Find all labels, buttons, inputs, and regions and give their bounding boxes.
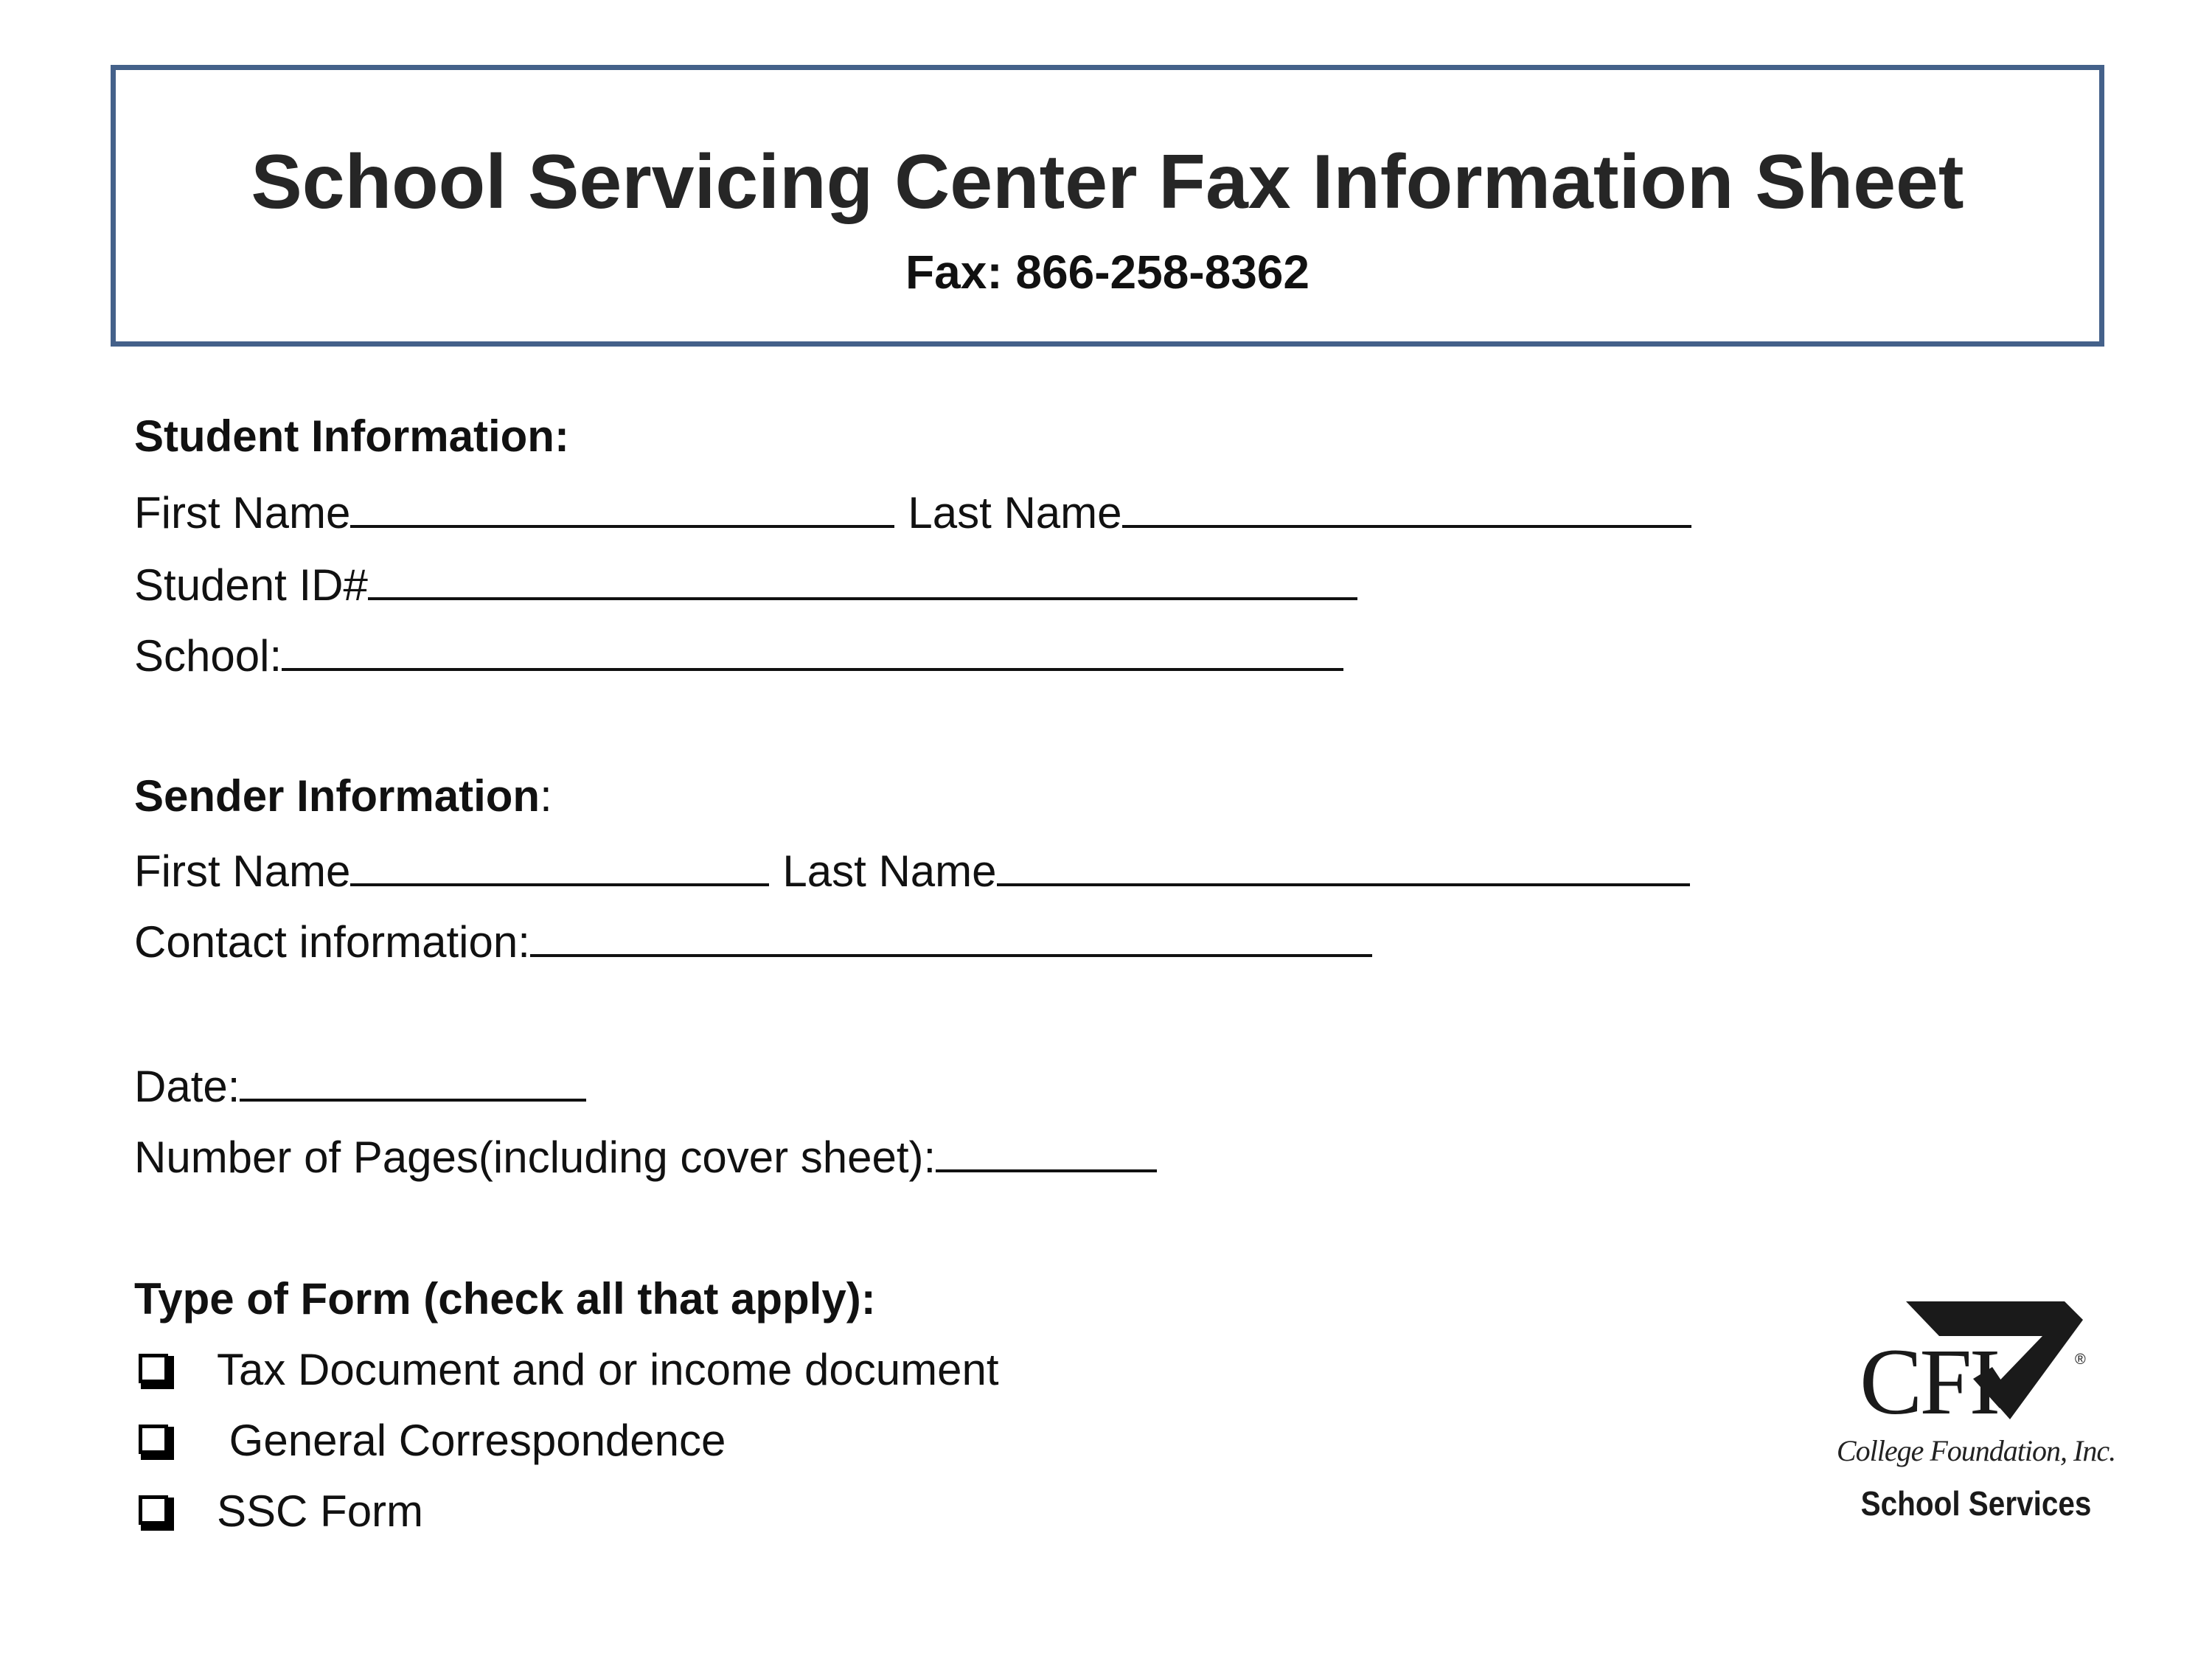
date-label: Date:: [134, 1062, 240, 1111]
pages-row: [134, 1134, 1157, 1180]
option-label-ssc-form: SSC Form: [217, 1486, 424, 1536]
date-field[interactable]: [240, 1063, 586, 1102]
sender-info-heading-row: [134, 771, 552, 821]
checkbox-general-correspondence[interactable]: [139, 1425, 168, 1454]
pages-field[interactable]: [936, 1134, 1157, 1172]
student-name-row: [134, 488, 1691, 538]
sender-info-heading-colon: :: [540, 771, 552, 821]
student-first-name-field[interactable]: [350, 490, 894, 528]
cfi-logo: [1829, 1290, 2124, 1534]
form-type-heading: Type of Form (check all that apply):: [134, 1274, 876, 1324]
page-title: School Servicing Center Fax Information Sheet: [251, 139, 1964, 225]
student-id-field[interactable]: [368, 562, 1357, 600]
student-info-heading: Student Information:: [134, 411, 569, 461]
logo-acronym: CFI: [1860, 1329, 1998, 1434]
option-label-general-correspondence: General Correspondence: [217, 1416, 726, 1465]
student-last-name-field[interactable]: [1122, 490, 1691, 528]
sender-name-row: [134, 848, 1690, 894]
checkbox-ssc-form[interactable]: [139, 1495, 168, 1525]
school-row: [134, 631, 1343, 681]
option-label-tax-document: Tax Document and or income document: [217, 1345, 999, 1394]
sender-info-heading: Sender Information: [134, 771, 540, 821]
logo-division: School Services: [1860, 1484, 2092, 1523]
student-id-label: Student ID#: [134, 560, 368, 610]
date-row: [134, 1063, 586, 1109]
checkbox-tax-document[interactable]: [139, 1354, 168, 1383]
pages-label: Number of Pages(including cover sheet):: [134, 1133, 936, 1182]
registered-mark: ®: [2075, 1352, 2086, 1368]
school-field[interactable]: [282, 633, 1343, 671]
contact-info-label: Contact information:: [134, 917, 530, 967]
sender-last-name-label: Last Name: [782, 846, 997, 896]
sender-first-name-label: First Name: [134, 846, 351, 896]
school-label: School:: [134, 631, 282, 681]
sender-first-name-field[interactable]: [350, 848, 769, 886]
sender-last-name-field[interactable]: [997, 848, 1690, 886]
student-id-row: [134, 562, 1357, 608]
student-first-name-label: First Name: [134, 488, 351, 538]
header-box: [111, 65, 2104, 347]
fax-number: Fax: 866-258-8362: [905, 246, 1310, 299]
logo-org-name: College Foundation, Inc.: [1836, 1434, 2116, 1467]
contact-info-field[interactable]: [530, 919, 1372, 957]
contact-row: [134, 917, 1372, 967]
student-last-name-label: Last Name: [908, 488, 1122, 538]
